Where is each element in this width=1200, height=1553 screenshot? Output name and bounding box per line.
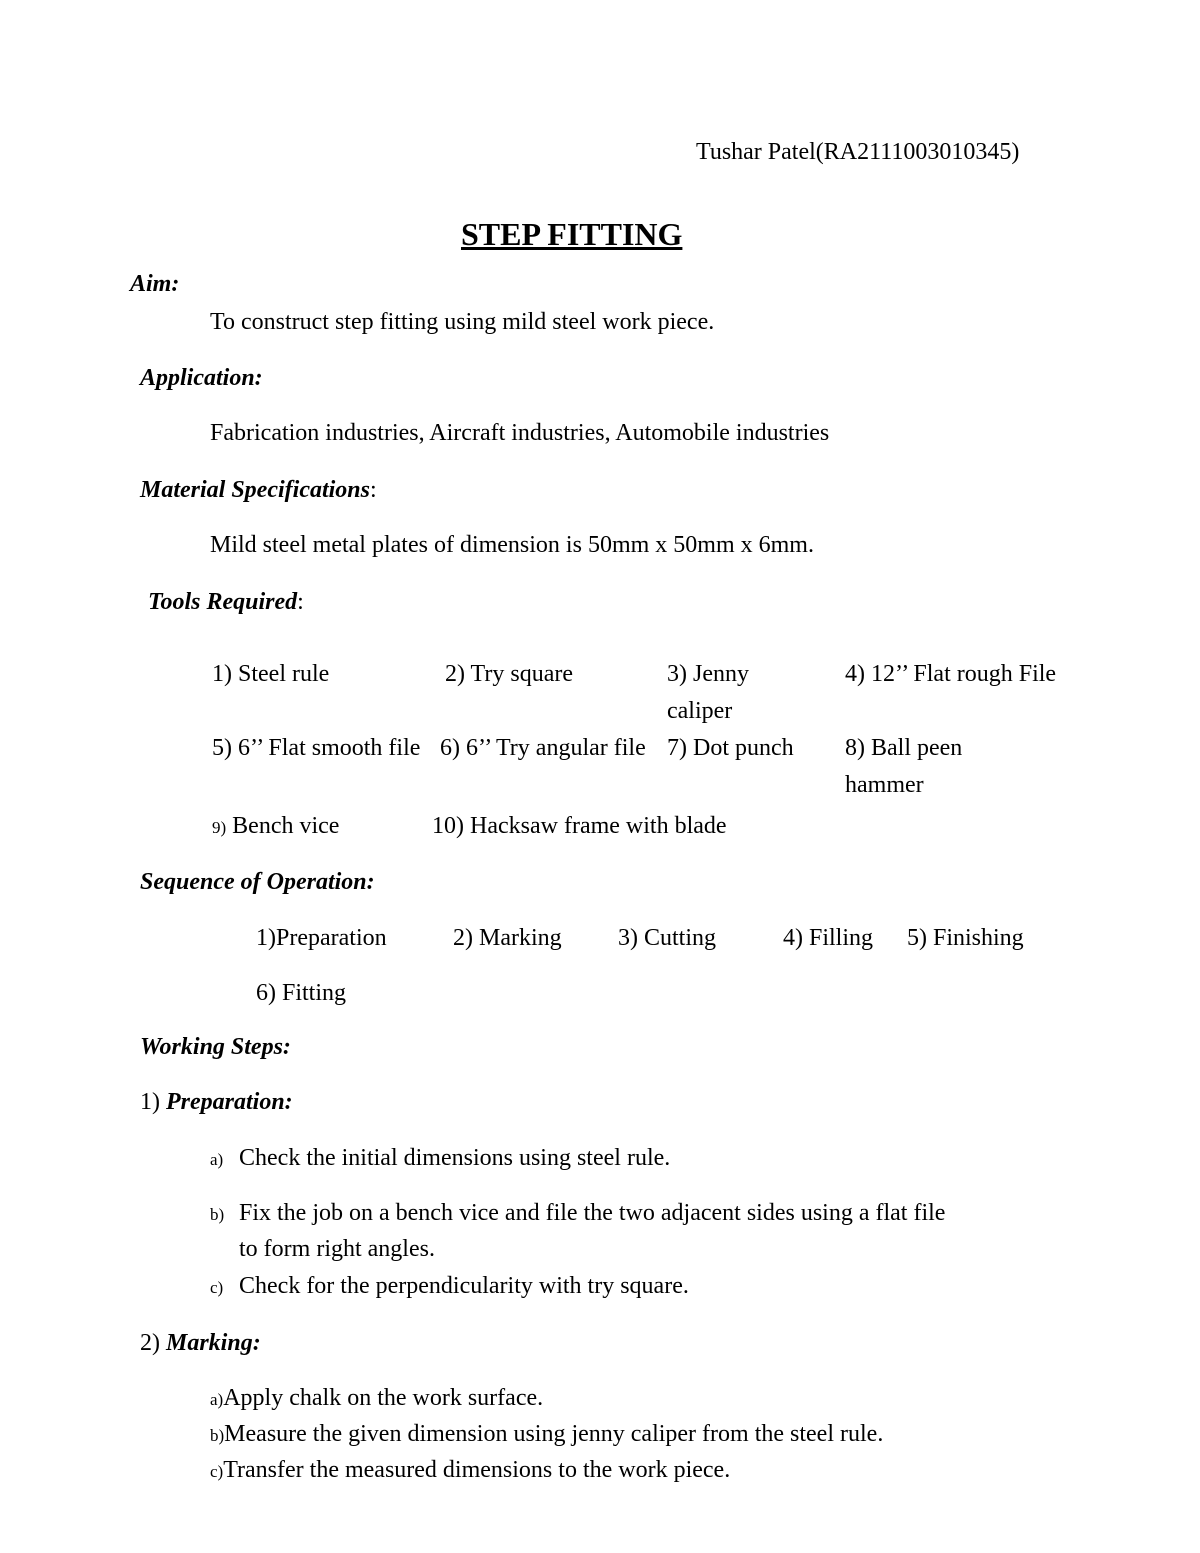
step-label: a) [210,1150,224,1169]
section-number: 2) [140,1330,160,1356]
step-text: Transfer the measured dimensions to the work piece. [223,1457,731,1483]
aim-heading: Aim: [130,271,180,297]
marking-step [210,1380,543,1418]
step-label: c) [210,1278,224,1297]
sequence-item: 6) Fitting [256,980,347,1006]
sequence-heading: Sequence of Operation: [140,869,375,895]
material-text: Mild steel metal plates of dimension is 50mm x 50mm x 6mm. [210,532,814,558]
tools-heading: Tools Required [148,589,298,615]
section-title: Preparation: [166,1089,293,1115]
material-colon: : [370,477,377,503]
working-steps-heading: Working Steps: [140,1034,291,1060]
author-line: Tushar Patel(RA2111003010345) [696,139,1020,165]
step-label: b) [210,1426,225,1445]
material-heading-line [140,472,377,508]
tool-number: 9) [212,818,227,837]
tool-item: 1) Steel rule [212,661,330,687]
preparation-heading [140,1084,293,1120]
material-heading: Material Specifications [140,477,370,503]
aim-text: To construct step fitting using mild steel work piece. [210,309,715,335]
step-label: c) [210,1462,224,1481]
sequence-item: 4) Filling [783,925,874,951]
page-title: STEP FITTING [461,216,683,252]
step-text: Check for the perpendicularity with try square. [239,1273,689,1299]
sequence-item: 5) Finishing [907,925,1024,951]
tools-colon: : [297,589,304,615]
tool-item: 3) Jenny caliper [667,661,749,724]
section-title: Marking: [166,1330,261,1356]
tool-item: 6) 6’’ Try angular file [440,735,646,761]
step-label: b) [210,1205,225,1224]
marking-step [210,1452,730,1490]
step-label: a) [210,1390,224,1409]
tool-item: 4) 12’’ Flat rough File [845,661,1057,687]
tool-label: Bench vice [232,813,340,839]
step-text: Check the initial dimensions using steel rule. [239,1145,671,1171]
tool-item-9 [212,808,339,846]
tool-item: 7) Dot punch [667,735,794,761]
marking-step [210,1416,883,1454]
sequence-item: 2) Marking [453,925,562,951]
tool-item: 2) Try square [445,661,574,687]
step-text: Measure the given dimension using jenny caliper from the steel rule. [224,1421,884,1447]
step-text: Apply chalk on the work surface. [223,1385,544,1411]
tool-item: 8) Ball peen hammer [845,735,963,798]
marking-heading [140,1325,261,1361]
application-text: Fabrication industries, Aircraft industries, Automobile industries [210,420,830,446]
tools-heading-line [148,584,304,620]
sequence-item: 1)Preparation [256,925,387,951]
section-number: 1) [140,1089,160,1115]
tool-item: 5) 6’’ Flat smooth file [212,735,421,761]
application-heading: Application: [140,365,263,391]
sequence-item: 3) Cutting [618,925,717,951]
tool-item: 10) Hacksaw frame with blade [432,813,727,839]
step-text: Fix the job on a bench vice and file the two adjacent sides using a flat file [239,1200,946,1226]
step-text-continued: to form right angles. [239,1236,435,1262]
